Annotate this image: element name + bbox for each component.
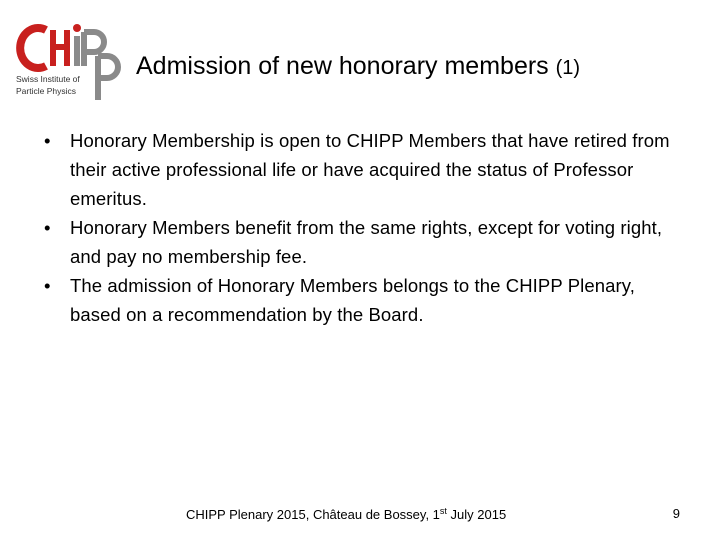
logo-letter-p2 [98, 56, 118, 100]
bullet-item [42, 126, 682, 213]
slide-footer [186, 506, 506, 522]
slide-title-number: (1) [555, 57, 581, 79]
bullet-text: Honorary Members benefit from the same rights, except for voting right, and pay no membership fee. [70, 217, 663, 267]
slide-title [136, 52, 580, 81]
logo-letter-c [20, 28, 46, 68]
page-number: 9 [672, 506, 680, 521]
bullet-text: Honorary Membership is open to CHIPP Members that have retired from their active professional life or have acquired the status of Professor emeritus. [70, 130, 670, 209]
logo-line2: Particle Physics [16, 86, 76, 96]
bullet-marker: • [44, 130, 51, 151]
logo-line1: Swiss Institute of [16, 74, 80, 84]
bullet-list [42, 126, 682, 329]
bullet-marker: • [44, 217, 51, 238]
logo-letter-i-dot [73, 24, 81, 32]
bullet-item [42, 213, 682, 271]
bullet-item [42, 271, 682, 329]
slide-title-text: Admission of new honorary members [136, 52, 549, 80]
logo-letter-i [74, 36, 80, 66]
bullet-marker: • [44, 275, 51, 296]
chipp-logo [14, 20, 124, 104]
footer-text-before: CHIPP Plenary 2015, Château de Bossey, 1 [186, 507, 440, 522]
footer-text-after: July 2015 [446, 507, 507, 522]
bullet-text: The admission of Honorary Members belongs to the CHIPP Plenary, based on a recommendation by the Board. [70, 275, 635, 325]
logo-letter-h-right [64, 30, 70, 66]
footer-superscript: st [439, 506, 447, 516]
chipp-logo-graphic [14, 20, 124, 104]
